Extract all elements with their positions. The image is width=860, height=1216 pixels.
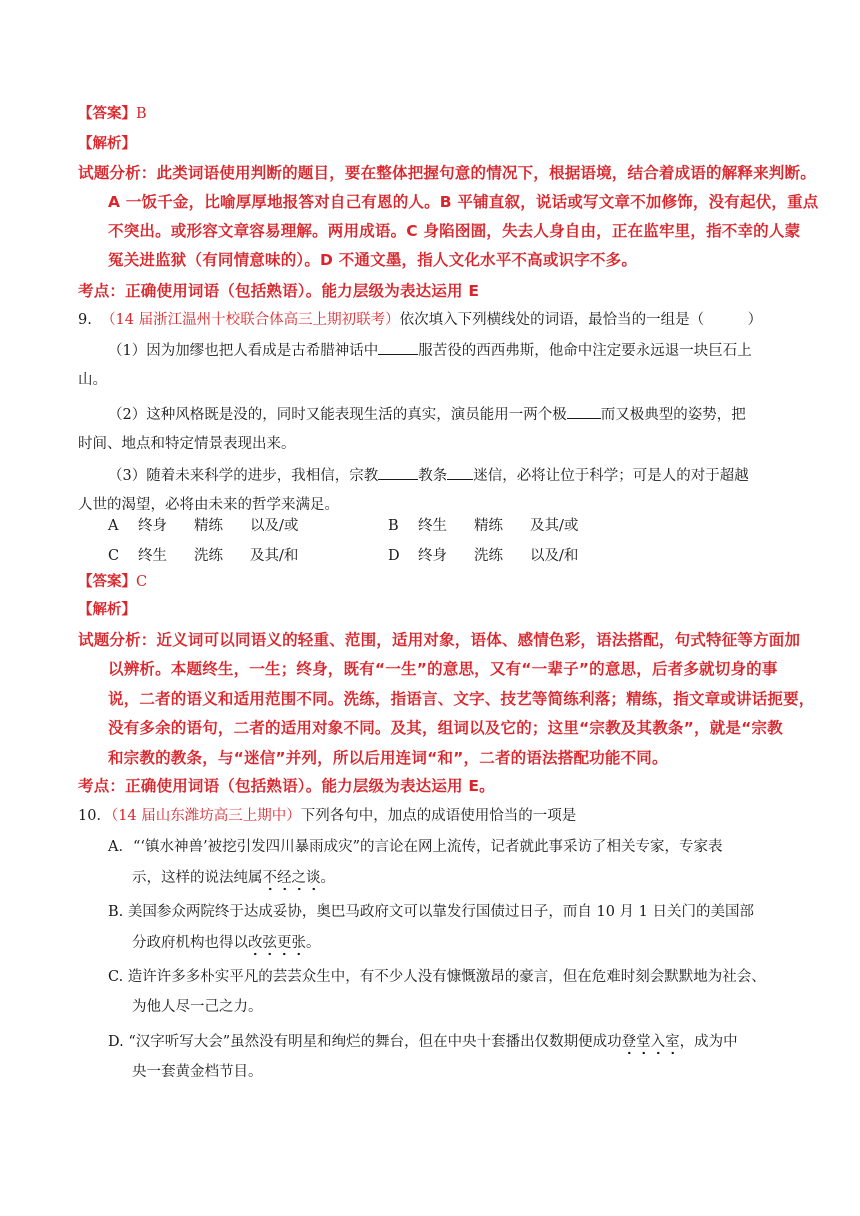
q9-source: （14 届浙江温州十校联合体高三上期初联考） [101,312,400,328]
q9-analysis-line-5: 和宗教的教条，与“迷信”并列，所以后用连词“和”，二者的语法搭配功能不同。 [108,749,668,767]
option-word-1: 终身 [138,518,167,534]
option-letter: C [108,548,120,564]
q9-analysis-line-2: 以辨析。本题终生，一生；终身，既有“一生”的意思，又有“一辈子”的意思，后者多就切身的事 [108,660,778,678]
q10-option-d-line-2: 央一套黄金档节目。 [132,1064,263,1080]
q9-s1-part-a: （1）因为加缪也把人看成是古希腊神话中 [108,343,379,359]
q10-option-c-line-1: C. 造许许多多朴实平凡的芸芸众生中，有不少人没有慷慨激昂的豪言，但在危难时刻会默默地为社会、 [108,969,766,985]
answer-tag: 【答案】 [78,105,136,122]
q9-s2-part-c: 时间、地点和特定情景表现出来。 [78,436,296,452]
q9-s3-part-b: 教条 [418,468,448,484]
q10-source: （14 届山东潍坊高三上期中） [110,808,301,824]
answer-tag: 【答案】 [78,573,136,590]
dotted-idiom: 登堂入室 [622,1034,680,1055]
option-word-1: 终生 [418,518,447,534]
option-letter: B [388,518,399,534]
q9-analysis-line-1: 试题分析：近义词可以同语义的轻重、范围，适用对象，语体、感情色彩，语法搭配，句式特征等方面加 [78,631,801,649]
option-letter: A [108,518,119,534]
q9-s1-part-b: 服苦役的西西弗斯，他命中注定要永远退一块巨石上 [418,343,752,359]
dotted-idiom: 不经之谈 [263,870,321,891]
q9-analysis-line-3: 说，二者的语义和适用范围不同。洗练，指语言、文字、技艺等简练利落；精练，指文章或讲话扼要， [108,690,815,708]
q9-s3-part-c: 迷信，必将让位于科学；可是人的对于超越 [473,468,749,484]
blank-1 [378,340,418,355]
q8-analysis-line-3: 不突出。或形容文章容易理解。两用成语。C 身陷囹圄，失去人身自由，正在监牢里，指不幸的人蒙 [108,222,801,240]
option-word-2: 精练 [194,518,223,534]
q9-option-b [388,516,578,536]
q10-header [78,806,576,826]
option-word-3: 及其/或 [530,518,579,534]
q8-answer [78,104,147,124]
q9-s3-part-a: （3）随着未来科学的进步，我相信，宗教 [108,468,379,484]
q9-analysis-tag: 【解析】 [78,601,136,618]
option-word-3: 以及/或 [250,518,299,534]
dotted-idiom: 改弦更张 [248,935,306,956]
q10-option-c-line-2: 为他人尽一己之力。 [132,999,263,1015]
text: 示，这样的说法纯属 [132,870,263,886]
blank-2 [567,404,601,419]
q10-number: 10． [78,808,111,824]
option-word-1: 终生 [138,548,167,564]
q10-option-b-line-2 [132,933,321,953]
blank-3 [378,465,418,480]
text: 。 [320,870,335,886]
q9-sentence-2 [108,404,746,425]
option-word-1: 终身 [418,548,447,564]
q9-header [78,310,762,330]
q9-answer [78,572,147,592]
q9-option-c [108,546,298,566]
q10-option-d-line-1 [108,1032,738,1052]
q9-option-d [388,546,578,566]
option-letter: D [388,548,400,564]
answer-value: C [136,574,148,590]
answer-value: B [136,106,147,122]
q10-option-b-line-1: B. 美国参众两院终于达成妥协，奥巴马政府文可以靠发行国债过日子，而自 10 月 1 日关门的美国部 [108,904,754,920]
q9-sentence-1 [108,340,752,361]
q10-stem: 下列各句中，加点的成语使用恰当的一项是 [300,808,577,824]
q9-s3-part-d: 人世的渴望，必将由未来的哲学来满足。 [78,497,339,513]
q9-sentence-3 [108,465,749,486]
q10-option-a-line-2 [132,868,335,888]
q9-stem: 依次填入下列横线处的词语，最恰当的一组是（ ） [399,312,763,328]
q9-s2-part-a: （2）这种风格既是没的，同时又能表现生活的真实，演员能用一两个极 [108,407,567,423]
option-word-2: 精练 [474,518,503,534]
text: ，成为中 [679,1034,738,1050]
q8-analysis-line-2: A 一饭千金，比喻厚厚地报答对自己有恩的人。B 平铺直叙，说话或写文章不加修饰，没有起伏，重点 [108,193,819,211]
q9-number: 9. [78,312,92,328]
text: 分政府机构也得以 [132,935,248,951]
q8-analysis-tag: 【解析】 [78,135,136,152]
option-word-3: 以及/和 [530,548,579,564]
q9-s2-part-b: 而又极典型的姿势，把 [600,407,746,423]
option-word-3: 及其/和 [250,548,299,564]
text: 。 [306,935,321,951]
q8-analysis-line-4: 冤关进监狱（有同情意味的）。D 不通文墨，指人文化水平不高或识字不多。 [108,251,638,269]
text: D. “汉字听写大会”虽然没有明星和绚烂的舞台，但在中央十套播出仅数期便成功 [108,1034,622,1050]
q9-analysis-line-4: 没有多余的语句，二者的适用对象不同。及其，组词以及它的；这里“宗教及其教条”，就是“宗教 [108,719,783,737]
q9-option-a [108,516,298,536]
q8-kaodian: 考点：正确使用词语（包括熟语）。能力层级为表达运用 E [78,282,480,300]
q8-analysis-line-1: 试题分析：此类词语使用判断的题目，要在整体把握句意的情况下，根据语境，结合着成语的解释来判断。 [78,164,816,182]
blank-4 [447,465,473,480]
q9-kaodian: 考点：正确使用词语（包括熟语）。能力层级为表达运用 E。 [78,777,495,795]
option-word-2: 洗练 [474,548,503,564]
q10-option-a-line-1: A．“‘镇水神兽’被挖引发四川暴雨成灾”的言论在网上流传，记者就此事采访了相关专家，专家表 [108,839,723,855]
option-word-2: 洗练 [194,548,223,564]
q9-s1-part-c: 山。 [78,372,107,388]
